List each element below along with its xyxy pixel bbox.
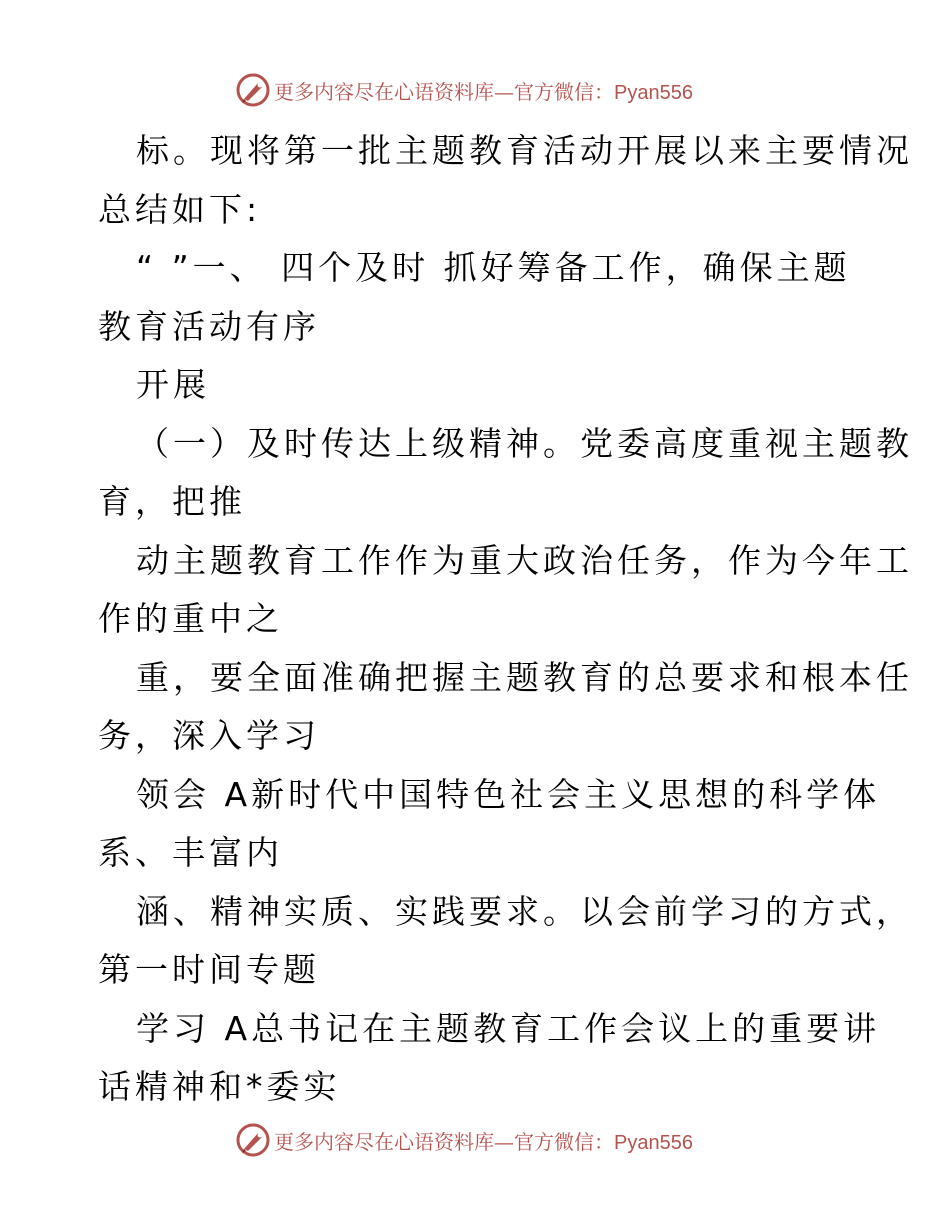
text-line: 动主题教育工作作为重大政治任务，作为今年工 [136,540,913,580]
text-line: 育，把推 [98,482,246,521]
section-heading-line: 教育活动有序 [98,306,320,346]
header-banner [236,73,693,107]
text-line: （一）及时传达上级精神。党委高度重视主题教 [136,423,913,463]
section-heading-line: “ ”一、 四个及时 抓好筹备工作，确保主题 [136,248,851,287]
footer-banner-wechat-id: Pyan556 [614,1131,693,1154]
header-banner-text: 更多内容尽在心语资料库—官方微信：Pyan556 [274,79,693,104]
text-line: 话精神和*委实 [98,1067,341,1106]
text-line: 学习 A总书记在主题教育工作会议上的重要讲 [136,1008,881,1048]
text-line: 标。现将第一批主题教育活动开展以来主要情况 [136,131,913,170]
pen-logo-icon [236,73,270,107]
text-line: 第一时间专题 [98,950,320,989]
text-line: 涵、精神实质、实践要求。以会前学习的方式， [136,891,913,931]
footer-banner-text: 更多内容尽在心语资料库—官方微信：Pyan556 [274,1129,693,1154]
text-line: 领会 A新时代中国特色社会主义思想的科学体 [136,774,881,814]
text-line: 务，深入学习 [98,716,320,755]
header-banner-wechat-id: Pyan556 [614,81,693,104]
text-line: 总结如下: [98,189,262,229]
body-text [98,122,913,1117]
section-heading-line: 开展 [136,365,210,404]
text-line: 系、丰富内 [98,833,283,872]
text-line: 重，要全面准确把握主题教育的总要求和根本任 [136,657,913,697]
text-line: 作的重中之 [98,599,283,638]
footer-banner [236,1123,693,1157]
pen-logo-icon [236,1123,270,1157]
